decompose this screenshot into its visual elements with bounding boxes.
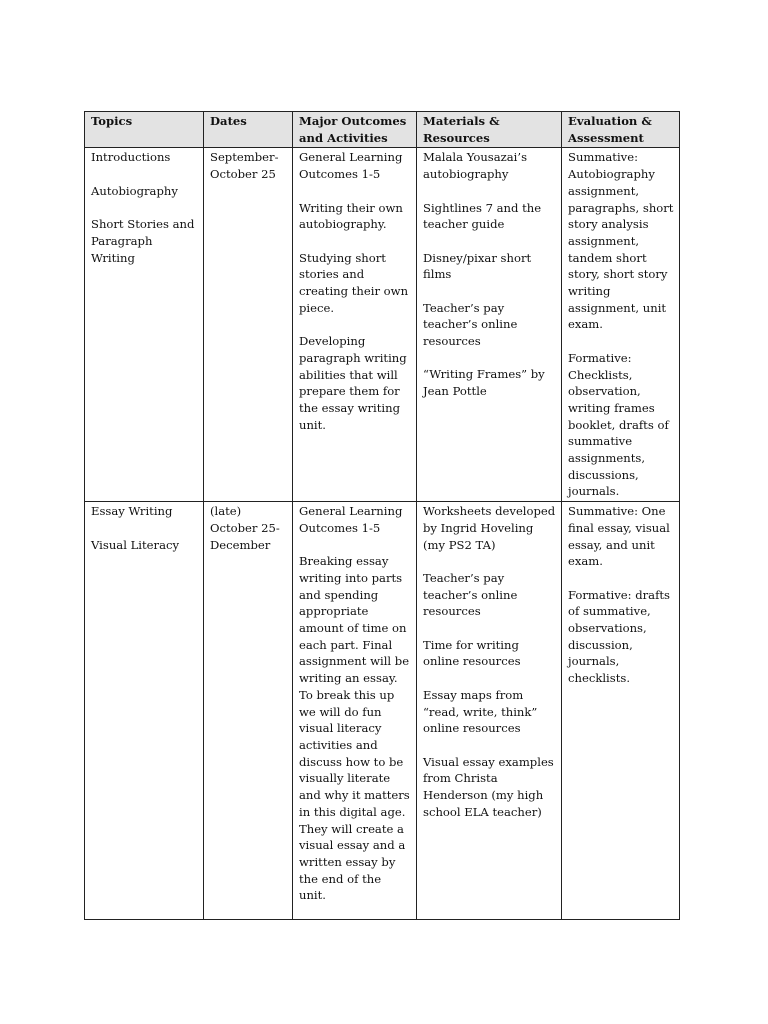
evaluation-summative: Summative: Autobiography assignment, paragraphs, short story analysis assignment, tandem short story, short story writing assignment, unit exam. [568, 150, 674, 332]
dates-cell [204, 502, 293, 920]
topic-item: Introductions [91, 150, 171, 165]
dates-text: (late) October 25-December [210, 504, 280, 552]
material-item: Teacher’s pay teacher’s online resources [423, 570, 518, 619]
material-item: Time for writing online resources [423, 637, 521, 669]
outcome-paragraph: Writing their own autobiography. [299, 200, 403, 232]
dates-cell [204, 148, 293, 502]
unit-plan-table [84, 111, 680, 920]
dates-text: September-October 25 [210, 150, 279, 182]
material-item: Worksheets developed by Ingrid Hoveling (my PS2 TA) [423, 504, 556, 552]
header-dates: Dates [204, 112, 293, 148]
table-row [85, 502, 680, 920]
topic-item: Short Stories and Paragraph Writing [91, 217, 195, 265]
table-header-row [85, 112, 680, 148]
table-row [85, 148, 680, 502]
header-topics: Topics [85, 112, 204, 148]
evaluation-cell [562, 502, 680, 920]
header-evaluation: Evaluation & Assessment [562, 112, 680, 148]
material-item: Malala Yousazai’s autobiography [423, 150, 528, 182]
outcome-paragraph: Studying short stories and creating their own piece. [299, 250, 409, 315]
material-item: Teacher’s pay teacher’s online resources [423, 300, 518, 349]
materials-cell [417, 502, 562, 920]
outcome-paragraph: Developing paragraph writing abilities that will prepare them for the essay writing unit. [299, 334, 407, 432]
material-item: Sightlines 7 and the teacher guide [423, 200, 542, 232]
evaluation-formative: Formative: Checklists, observation, writing frames booklet, drafts of summative assignments, discussions, journals. [568, 350, 669, 499]
topics-cell [85, 502, 204, 920]
topic-item: Essay Writing [91, 504, 173, 519]
material-item: Essay maps from “read, write, think” online resources [423, 687, 538, 736]
topics-cell [85, 148, 204, 502]
outcomes-cell [293, 148, 417, 502]
evaluation-cell [562, 148, 680, 502]
materials-cell [417, 148, 562, 502]
header-materials: Materials & Resources [417, 112, 562, 148]
header-outcomes: Major Outcomes and Activities [293, 112, 417, 148]
topic-item: Visual Literacy [91, 537, 180, 552]
material-item: Disney/pixar short films [423, 250, 532, 282]
material-item: Visual essay examples from Christa Henderson (my high school ELA teacher) [423, 754, 554, 819]
outcome-paragraph: General Learning Outcomes 1-5 [299, 504, 403, 535]
evaluation-summative: Summative: One final essay, visual essay, and unit exam. [568, 504, 670, 569]
topic-item: Autobiography [91, 183, 178, 198]
outcome-paragraph: Breaking essay writing into parts and spending appropriate amount of time on each part. Final assignment will be writing an essay. To break this up we will do fun visual literacy activities and discuss how to be visually literate and why it matters in this digital age. They will create a visual essay and a written essay by the end of the unit. [299, 554, 410, 903]
outcome-paragraph: General Learning Outcomes 1-5 [299, 150, 403, 182]
outcomes-cell [293, 502, 417, 920]
material-item: “Writing Frames” by Jean Pottle [423, 367, 545, 399]
evaluation-formative: Formative: drafts of summative, observations, discussion, journals, checklists. [568, 587, 670, 686]
